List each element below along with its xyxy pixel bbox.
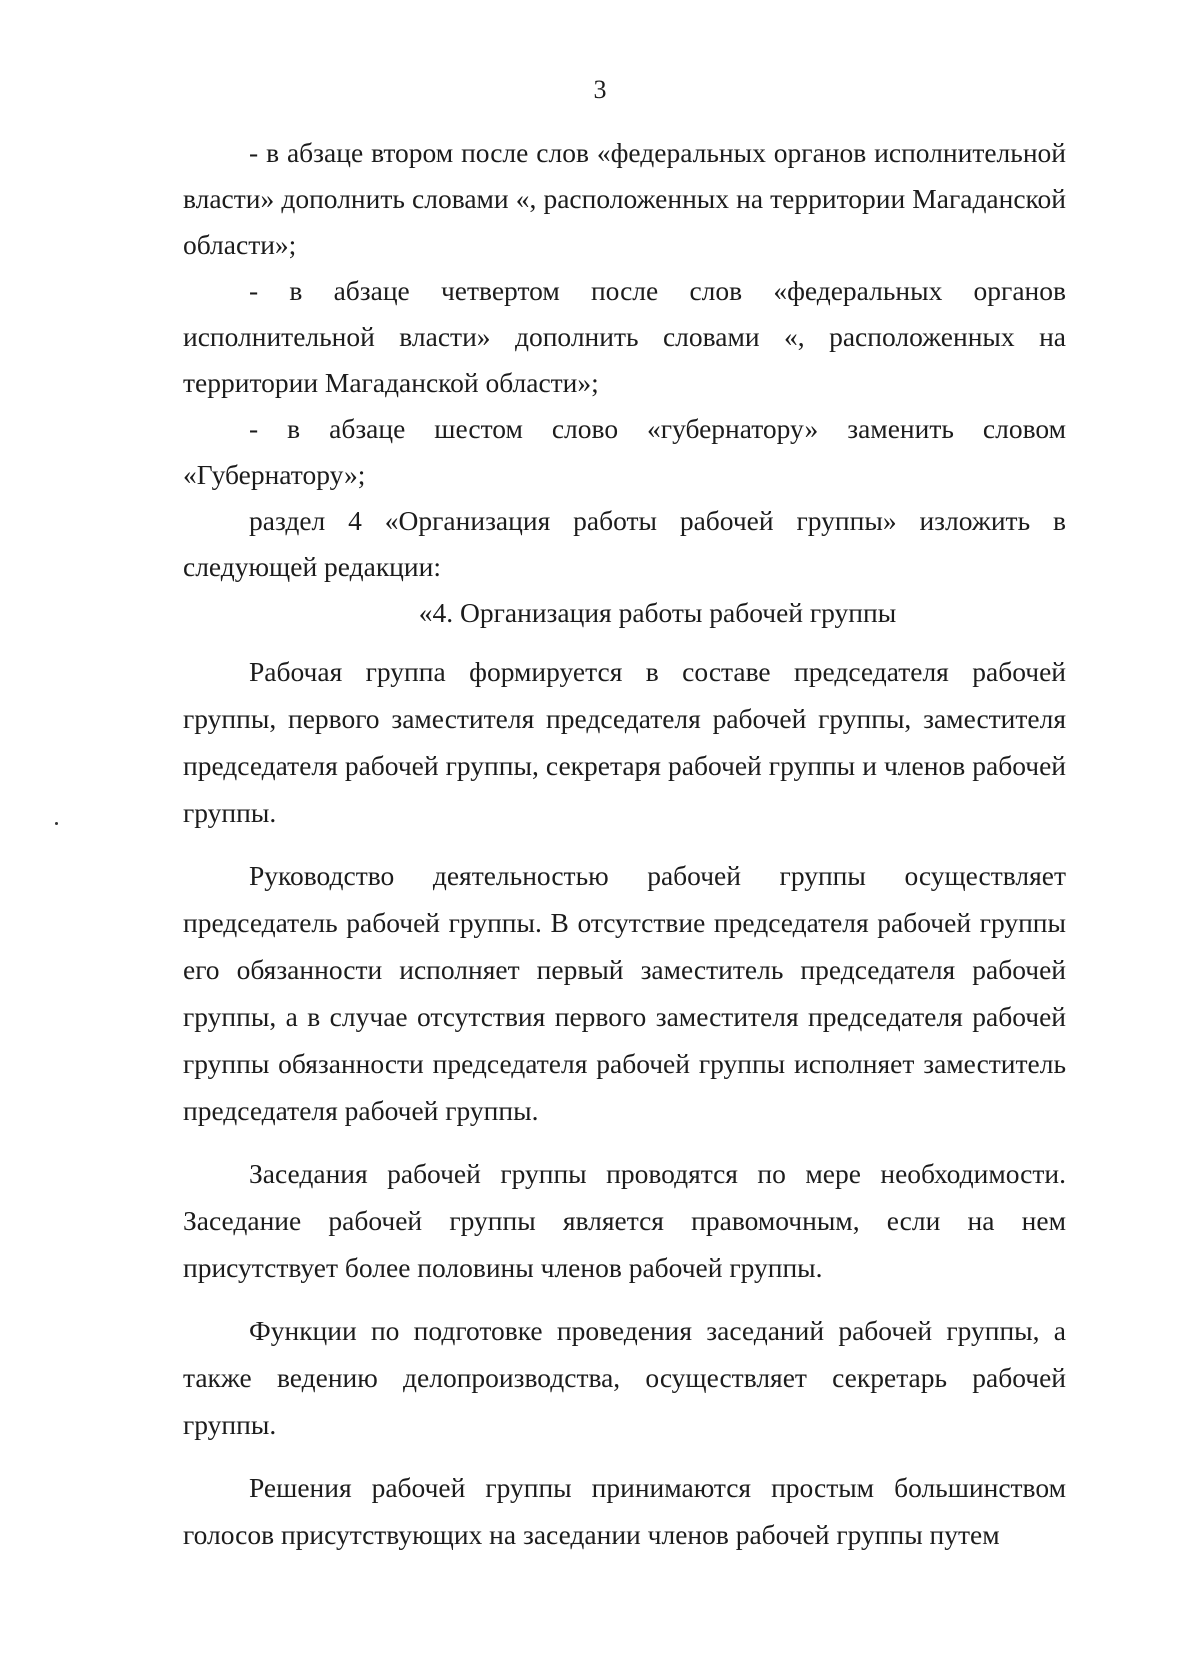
document-body bbox=[183, 130, 1066, 1558]
scan-speck bbox=[55, 822, 58, 825]
section-paragraph-meetings: Заседания рабочей группы проводятся по мере необходимости. Заседание рабочей группы является правомочным, если на нем присутствует более половины членов рабочей группы. bbox=[183, 1158, 1066, 1283]
amendment-paragraph-6: - в абзаце шестом слово «губернатору» заменить словом «Губернатору»; bbox=[183, 413, 1066, 490]
section-paragraph-composition: Рабочая группа формируется в составе председателя рабочей группы, первого заместителя председателя рабочей группы, заместителя председателя рабочей группы, секретаря рабочей группы и членов рабочей группы. bbox=[183, 656, 1066, 828]
section-replacement-instruction: раздел 4 «Организация работы рабочей группы» изложить в следующей редакции: bbox=[183, 505, 1066, 582]
page-number: 3 bbox=[593, 75, 607, 104]
section-heading: «4. Организация работы рабочей группы bbox=[418, 597, 897, 628]
amendment-paragraph-2: - в абзаце втором после слов «федеральных органов исполнительной власти» дополнить словами «, расположенных на территории Магаданской области»; bbox=[183, 137, 1066, 260]
amendment-paragraph-4: - в абзаце четвертом после слов «федеральных органов исполнительной власти» дополнить словами «, расположенных на территории Магаданской области»; bbox=[183, 275, 1066, 398]
section-paragraph-leadership: Руководство деятельностью рабочей группы осуществляет председатель рабочей группы. В отсутствие председателя рабочей группы его обязанности исполняет первый заместитель председателя рабочей группы, а в случае отсутствия первого заместителя председателя рабочей группы обязанности председателя рабочей группы исполняет заместитель председателя рабочей группы. bbox=[183, 860, 1066, 1126]
section-paragraph-secretary: Функции по подготовке проведения заседаний рабочей группы, а также ведению делопроизводства, осуществляет секретарь рабочей группы. bbox=[183, 1315, 1066, 1440]
section-paragraph-decisions: Решения рабочей группы принимаются простым большинством голосов присутствующих на заседании членов рабочей группы путем bbox=[183, 1472, 1066, 1550]
section-body bbox=[183, 648, 1066, 1558]
